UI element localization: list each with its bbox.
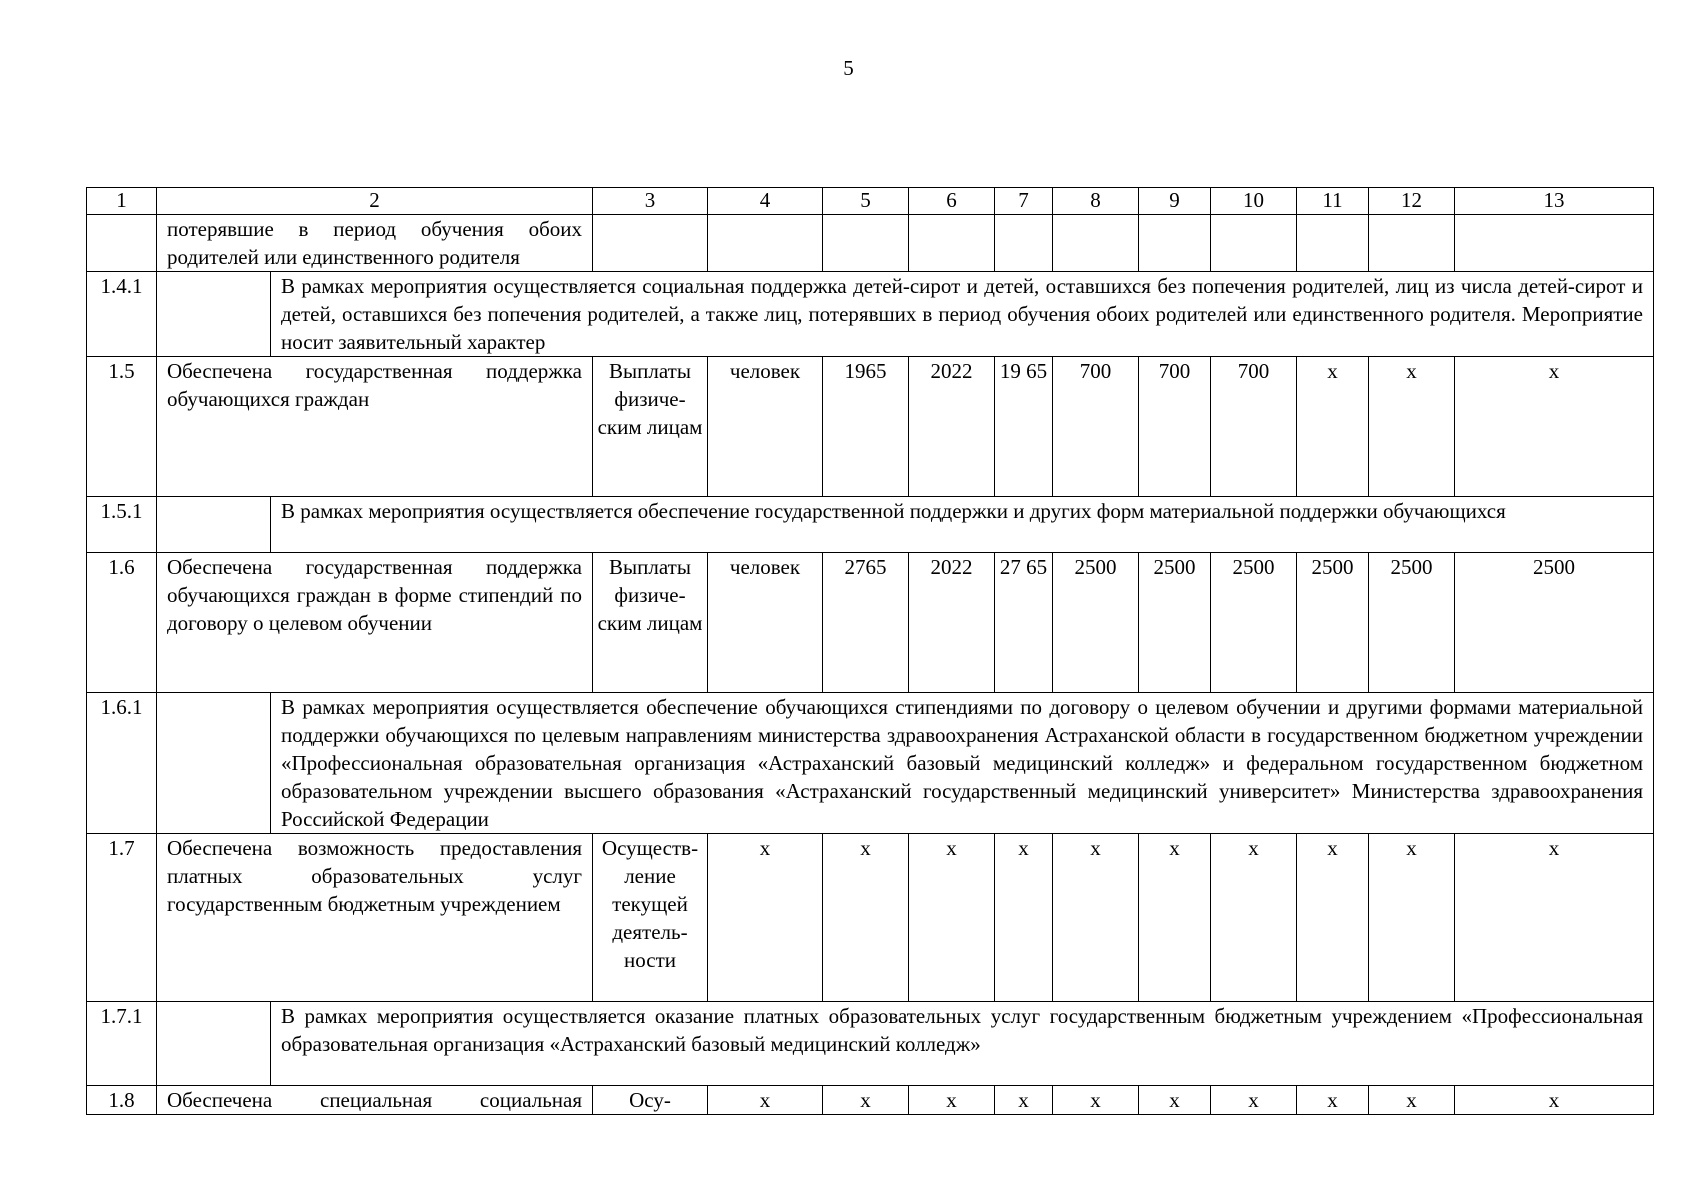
- row-value-col11: х: [1297, 834, 1369, 1002]
- row-measure-cell: Выплаты физическим лицам: [593, 357, 708, 497]
- row-value-col11: х: [1297, 357, 1369, 497]
- row-number-cell: [87, 215, 157, 272]
- row-value-col6: 2022: [909, 357, 995, 497]
- table-row-1-6-1: [87, 693, 1654, 834]
- row-description: В рамках мероприятия осуществляется социальная поддержка детей-сирот и детей, оставшихся без попечения родителей, лиц из числа детей-сирот и детей, оставшихся без попечения родителей, а также лиц, потерявших в период обучения обоих родителей или единственного родителя. Мероприятие носит заявительный характер: [271, 272, 1654, 357]
- row-value-col9: х: [1139, 834, 1211, 1002]
- row-unit-cell: человек: [708, 357, 823, 497]
- header-col-3: 3: [593, 188, 708, 215]
- row-number-cell: 1.8: [87, 1086, 157, 1115]
- row-unit-cell: х: [708, 1086, 823, 1115]
- row-value-col6: 2022: [909, 553, 995, 693]
- row-value-col7: 19 65: [995, 357, 1053, 497]
- table-row-1-8: [87, 1086, 1654, 1115]
- row-number-cell: 1.5: [87, 357, 157, 497]
- row-value-col13: х: [1455, 834, 1654, 1002]
- header-row: [87, 188, 1654, 215]
- row-number-cell: 1.4.1: [87, 272, 157, 357]
- row-measure-cell: Осуществление текущей деятельности: [593, 834, 708, 1002]
- row-number-cell: 1.7: [87, 834, 157, 1002]
- table-row-1-6: [87, 553, 1654, 693]
- table-row-1-7: [87, 834, 1654, 1002]
- row-value-col6: х: [909, 834, 995, 1002]
- page-number: 5: [843, 56, 854, 80]
- header-col-5: 5: [823, 188, 909, 215]
- header-col-9: 9: [1139, 188, 1211, 215]
- table-row-1-5: [87, 357, 1654, 497]
- row-value-col8: 2500: [1053, 553, 1139, 693]
- header-col-2: 2: [157, 188, 593, 215]
- row-name-cell: Обеспечена возможность предоставления платных образовательных услуг государственным бюджетным учреждением: [157, 834, 593, 1002]
- header-col-13: 13: [1455, 188, 1654, 215]
- row-measure-cell: Выплаты физическим лицам: [593, 553, 708, 693]
- row-name-cell: Обеспечена специальная социальная: [157, 1086, 593, 1115]
- header-col-1: 1: [87, 188, 157, 215]
- row-value-col8: 700: [1053, 357, 1139, 497]
- indicators-table: [86, 187, 1654, 1115]
- row-value-col6: х: [909, 1086, 995, 1115]
- table-row-1-5-1: [87, 497, 1654, 553]
- row-number-cell: 1.6.1: [87, 693, 157, 834]
- row-value-col12: х: [1369, 834, 1455, 1002]
- row-value-col13: 2500: [1455, 553, 1654, 693]
- row-name-cell: Обеспечена государственная поддержка обучающихся граждан в форме стипендий по договору о целевом обучении: [157, 553, 593, 693]
- table-row-1-4-1: [87, 272, 1654, 357]
- row-name-cell: потерявшие в период обучения обоих родителей или единственного родителя: [157, 215, 593, 272]
- row-value-col13: х: [1455, 357, 1654, 497]
- row-value-col10: 700: [1211, 357, 1297, 497]
- row-number-cell: 1.7.1: [87, 1002, 157, 1086]
- header-col-12: 12: [1369, 188, 1455, 215]
- row-value-col10: х: [1211, 834, 1297, 1002]
- row-value-col7: х: [995, 834, 1053, 1002]
- row-value-col7: 27 65: [995, 553, 1053, 693]
- row-number-cell: 1.5.1: [87, 497, 157, 553]
- row-value-col5: х: [823, 834, 909, 1002]
- header-col-8: 8: [1053, 188, 1139, 215]
- row-value-col5: 2765: [823, 553, 909, 693]
- row-value-col11: 2500: [1297, 553, 1369, 693]
- row-value-col9: х: [1139, 1086, 1211, 1115]
- row-value-col13: х: [1455, 1086, 1654, 1115]
- row-description: В рамках мероприятия осуществляется обеспечение государственной поддержки и других форм материальной поддержки обучающихся: [271, 497, 1654, 553]
- row-measure-cell: Осу-: [593, 1086, 708, 1115]
- row-value-col5: х: [823, 1086, 909, 1115]
- row-description: В рамках мероприятия осуществляется обеспечение обучающихся стипендиями по договору о целевом обучении и другими формами материальной поддержки обучающихся по целевым направлениям министерства здравоохранения Астраханской области в государственном бюджетном учреждении «Профессиональная образовательная организация «Астраханский базовый медицинский колледж» и федеральном государственном бюджетном образовательном учреждении высшего образования «Астраханский государственный медицинский университет» Министерства здравоохранения Российской Федерации: [271, 693, 1654, 834]
- row-value-col12: 2500: [1369, 553, 1455, 693]
- row-name-cell: Обеспечена государственная поддержка обучающихся граждан: [157, 357, 593, 497]
- header-col-7: 7: [995, 188, 1053, 215]
- row-value-col9: 2500: [1139, 553, 1211, 693]
- row-value-col9: 700: [1139, 357, 1211, 497]
- row-value-col10: 2500: [1211, 553, 1297, 693]
- table-row-continuation: [87, 215, 1654, 272]
- header-col-10: 10: [1211, 188, 1297, 215]
- row-number-cell: 1.6: [87, 553, 157, 693]
- row-unit-cell: человек: [708, 553, 823, 693]
- row-description: В рамках мероприятия осуществляется оказание платных образовательных услуг государственным бюджетным учреждением «Профессиональная образовательная организация «Астраханский базовый медицинский колледж»: [271, 1002, 1654, 1086]
- row-value-col7: х: [995, 1086, 1053, 1115]
- header-col-4: 4: [708, 188, 823, 215]
- header-col-11: 11: [1297, 188, 1369, 215]
- row-value-col5: 1965: [823, 357, 909, 497]
- table-row-1-7-1: [87, 1002, 1654, 1086]
- row-unit-cell: х: [708, 834, 823, 1002]
- row-value-col8: х: [1053, 834, 1139, 1002]
- row-value-col10: х: [1211, 1086, 1297, 1115]
- row-value-col12: х: [1369, 1086, 1455, 1115]
- header-col-6: 6: [909, 188, 995, 215]
- row-value-col8: х: [1053, 1086, 1139, 1115]
- row-value-col11: х: [1297, 1086, 1369, 1115]
- row-value-col12: х: [1369, 357, 1455, 497]
